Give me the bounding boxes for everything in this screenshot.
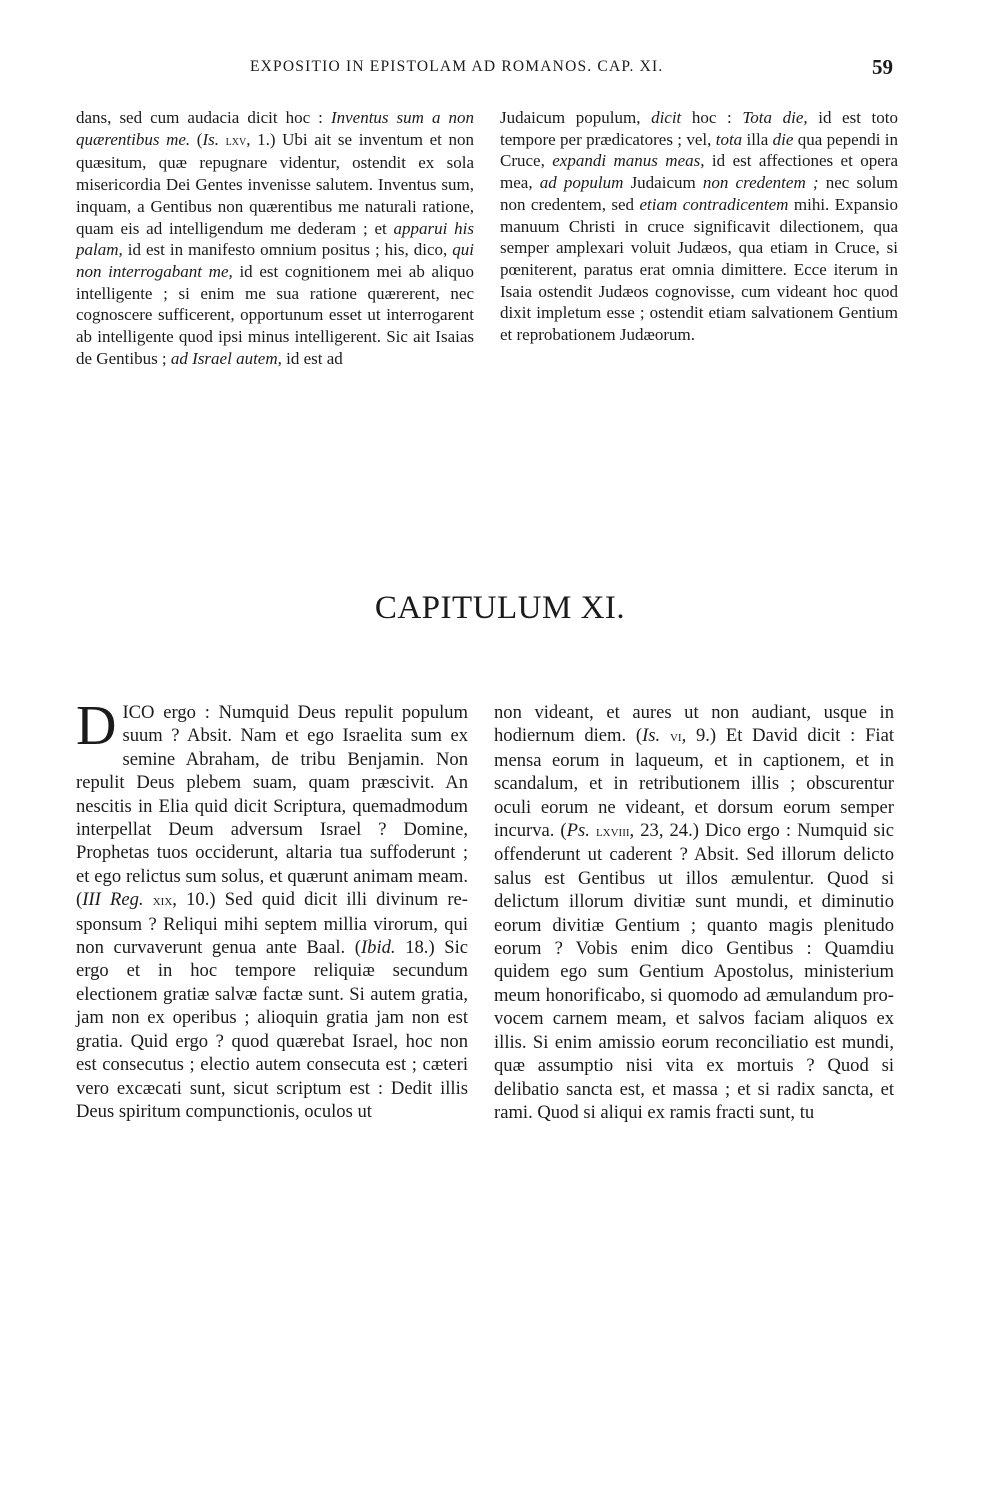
running-head bbox=[0, 55, 1000, 84]
italic-span: Is. bbox=[642, 725, 661, 747]
page-number: 59 bbox=[872, 55, 893, 79]
commentary-column-left bbox=[76, 107, 474, 369]
italic-span: tota bbox=[715, 129, 743, 149]
italic-span: expandi manus meas, bbox=[552, 151, 705, 171]
commentary-paragraph: Judaicum populum, dicit hoc : Tota die, id est toto tempore per prædicatores ; vel, tota illa die qua pependi in Cruce, expandi manus meas, id est affectiones et opera mea, ad populum Judaicum non credentem ; nec solum non credentem, sed etiam contradicentem mihi. Expansio manuum Christi in cruce significavit dilectionem, qua semper amplexari voluit Judæos, qua etiam in Cruce, si pœniterent, paratus erat omnia dimittere. Ecce iterum in Isaia ostendit Judæos cognovisse, cum videant hoc quod dixit impletum esse ; ostendit etiam salvationem Gentium et reprobationem Judæorum. bbox=[500, 108, 899, 345]
italic-span: dicit bbox=[651, 108, 682, 127]
commentary-paragraph: dans, sed cum audacia dicit hoc : Inventus sum a non quærentibus me. (Is. lxv, 1.) Ubi ait se inventum et non quæsitum, quæ repugnare videntur, ostendit ex sola misericordia Dei Gentes invenisse salutem. Inventus sum, inquam, a Gentibus non quærentibus me naturali ratione, quam eis ad intelligendum me dederam ; et apparui his palam, id est in manifesto omnium positus ; his, dico, qui non interrogabant me, id est cognitionem mei ab aliquo intelligente ; si enim me sua ratione quærerent, nec cognoscere sufficerent, opportunum esset ut interrogarent ab intelligente quod ipsi minus intelligerent. Sic ait Isaias de Gentibus ; ad Israel autem, id est ad bbox=[76, 108, 475, 368]
chapter-heading: CAPITULUM XI. bbox=[374, 590, 626, 626]
italic-span: qui non interrogabant me, bbox=[76, 240, 474, 281]
italic-span: ad populum bbox=[539, 173, 624, 193]
chapter-paragraph bbox=[76, 695, 468, 1123]
chapter-text-column-right bbox=[494, 701, 894, 1124]
italic-span: Is. bbox=[202, 129, 219, 149]
chapter-paragraph: non videant, et aures ut non audiant, usque in hodiernum diem. (Is. vi, 9.) Et David dicit : Fiat mensa eorum in laqueum, et in captionem, et in scandalum, et in retributionem illis ; obscurentur oculi eorum ne videant, et dorsum eorum semper incurva. (Ps. lxviii, 23, 24.) Dico ergo : Numquid sic offenderunt ut caderent ? Absit. Sed illorum delicto salus est Gentibus ut illos æmulentur. Quod si delictum illorum divitiæ sunt mundi, et diminutio eorum divitiæ Gentium ; quanto magis plenitudo eorum ? Vobis enim dico Gentibus : Quamdiu quidem ego sum Gentium Apostolus, ministerium meum honorificabo, si quomodo ad æmulandum provocem carnem meam, et salvos faciam aliquos ex illis. Si enim amissio eorum reconciliatio est mundi, quæ assumptio nisi vita ex mortuis ? Quod si delibatio sancta est, et massa ; et si radix sancta, et rami. Quod si aliqui ex ramis fracti sunt, tu bbox=[494, 702, 895, 1123]
italic-span: apparui his palam, bbox=[76, 218, 474, 260]
commentary-column-right bbox=[500, 107, 898, 346]
drop-cap: D bbox=[76, 695, 117, 757]
italic-span: Tota die, bbox=[742, 108, 808, 127]
running-title: EXPOSITIO IN EPISTOLAM AD ROMANOS. CAP. XI. bbox=[250, 58, 664, 75]
smallcap-span: xix bbox=[152, 892, 173, 910]
italic-span: non credentem ; bbox=[702, 173, 819, 193]
chapter-text-column-left bbox=[76, 695, 468, 1123]
smallcap-span: lxv bbox=[225, 132, 247, 149]
chapter-paragraph-text: ICO ergo : Numquid Deus repulit populum suum ? Absit. Nam et ego Israelita sum ex semine Abraham, de tribu Benjamin. Non repulit Deus plebem suam, quam præscivit. An nescitis in Elia quid dicit Scriptura, quemadmodum interpellat Deum adversum Israel ? Domine, Prophetas tuos occiderunt, altaria tua suffoderunt ; et ego relictus sum solus, et quærunt animam meam. (III Reg. xix, 10.) Sed quid dicit illi divinum responsum ? Reliqui mihi septem millia virorum, qui non curvaverunt genua ante Baal. (Ibid. 18.) Sic ergo et in hoc tempore reliquiæ secundum electionem gratiæ salvæ factæ sunt. Si autem gratia, jam non ex operibus ; alioquin gratia jam non est gratia. Quid ergo ? quod quærebat Israel, hoc non est consecutus ; electio autem consecuta est ; cæteri vero excæcati sunt, sicut scriptum est : Dedit illis Deus spiritum compunctionis, oculos ut bbox=[76, 702, 468, 1122]
italic-span: III Reg. bbox=[82, 889, 144, 911]
italic-span: etiam contradicentem bbox=[639, 194, 789, 214]
italic-span: ad Israel autem, bbox=[170, 348, 282, 368]
italic-span: Ps. bbox=[566, 820, 590, 842]
italic-span: Inventus sum a non quærentibus me. bbox=[76, 108, 475, 149]
italic-span: Ibid. bbox=[360, 937, 396, 959]
italic-span: die bbox=[772, 129, 794, 149]
smallcap-span: lxviii bbox=[595, 823, 630, 841]
smallcap-span: vi bbox=[669, 728, 682, 746]
